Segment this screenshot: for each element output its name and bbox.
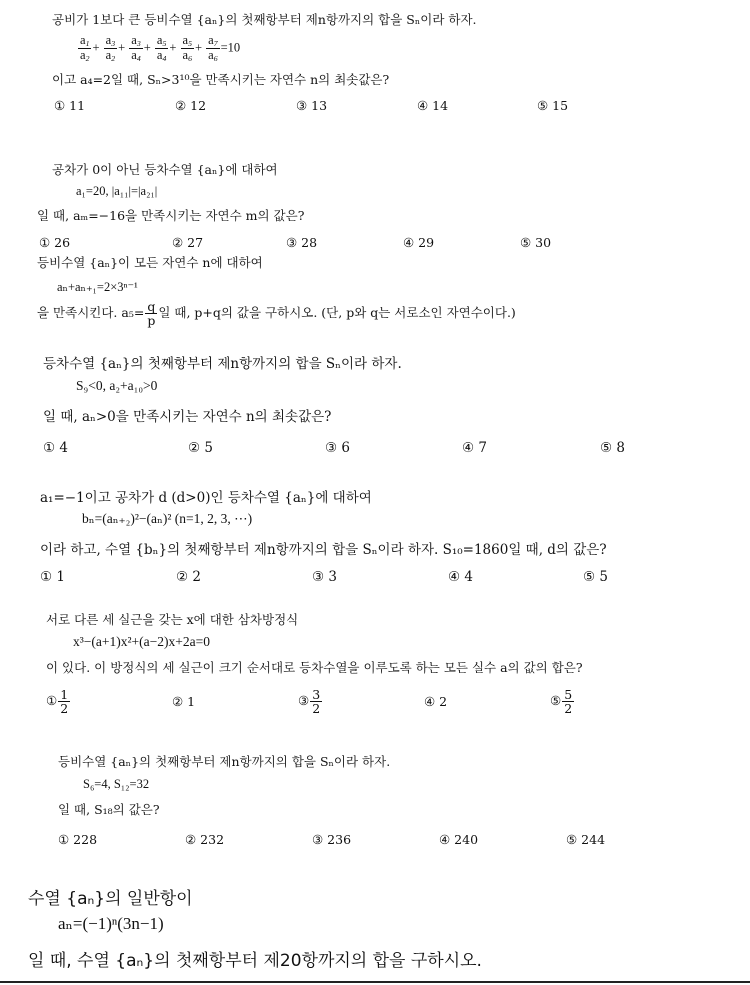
q3-stem: 등비수열 {aₙ}이 모든 자연수 n에 대하여 (37, 255, 263, 270)
q5-choice-3[interactable]: ③ 3 (312, 569, 337, 585)
q3-frac-num: q (147, 299, 156, 314)
q7-choice-2[interactable]: ② 232 (185, 832, 225, 847)
q6-choice-5-num: 5 (564, 687, 573, 702)
q3-frac-den: p (147, 313, 156, 329)
q7-choice-5[interactable]: ⑤ 244 (566, 832, 606, 847)
q1-choice-5[interactable]: ⑤ 15 (537, 98, 569, 113)
q3-condition-pre: 을 만족시킨다. a₅= (37, 305, 145, 321)
q1-choice-4[interactable]: ④ 14 (417, 98, 449, 113)
q2-choice-5[interactable]: ⑤ 30 (520, 235, 552, 250)
q5-choice-1[interactable]: ① 1 (40, 569, 65, 585)
q4-choice-2[interactable]: ② 5 (188, 440, 213, 456)
q1-choice-3[interactable]: ③ 13 (296, 98, 328, 113)
q6-condition: 이 있다. 이 방정식의 세 실근이 크기 순서대로 등차수열을 이루도록 하는 모든 실수 a의 값의 합은? (46, 660, 583, 675)
q1-equation: $\frac{a_1}{a_2}$ + $\frac{a_3}{a_2}$ + $\frac{a_3}{a_4}$ + $\frac{a_5}{a_4}$ + $\frac{a_5}{a_6}$ + $\frac{a_7}{a_6}$ =10 (80, 33, 241, 64)
q6-choice-3-den: 2 (312, 701, 321, 717)
q6-choice-1[interactable] (46, 688, 71, 715)
q6-choice-4[interactable]: ④ 2 (424, 694, 448, 709)
q6-given: x³−(a+1)x²+(a−2)x+2a=0 (73, 634, 210, 649)
q7-choice-3[interactable]: ③ 236 (312, 832, 352, 847)
q2-choice-4[interactable]: ④ 29 (403, 235, 435, 250)
q7-stem: 등비수열 {aₙ}의 첫째항부터 제n항까지의 합을 Sₙ이라 하자. (58, 754, 391, 769)
q5-choice-4[interactable]: ④ 4 (448, 569, 473, 585)
bottom-rule (0, 981, 750, 983)
q6-choice-5-label: ⑤ (550, 693, 562, 709)
q1-condition: 이고 a₄=2일 때, Sₙ>3¹⁰을 만족시키는 자연수 n의 최솟값은? (52, 72, 390, 87)
q1-choice-2[interactable]: ② 12 (175, 98, 207, 113)
q1-equation-rhs: =10 (220, 40, 241, 55)
q6-choice-3-label: ③ (298, 693, 310, 709)
q8-stem: 수열 {aₙ}의 일반항이 (28, 889, 193, 909)
q5-choice-2[interactable]: ② 2 (176, 569, 201, 585)
q4-choice-5[interactable]: ⑤ 8 (600, 440, 625, 456)
q2-stem: 공차가 0이 아닌 등차수열 {aₙ}에 대하여 (52, 162, 278, 177)
q4-stem: 등차수열 {aₙ}의 첫째항부터 제n항까지의 합을 Sₙ이라 하자. (43, 356, 402, 372)
q4-choice-4[interactable]: ④ 7 (462, 440, 487, 456)
q4-condition: 일 때, aₙ>0을 만족시키는 자연수 n의 최솟값은? (43, 409, 332, 425)
q2-condition: 일 때, aₘ=−16을 만족시키는 자연수 m의 값은? (37, 208, 305, 223)
q1-stem: 공비가 1보다 큰 등비수열 {aₙ}의 첫째항부터 제n항까지의 합을 Sₙ이라 하자. (52, 12, 477, 27)
q3-condition-post: 일 때, p+q의 값을 구하시오. (단, p와 q는 서로소인 자연수이다.) (158, 305, 516, 321)
q8-given: aₙ=(−1)ⁿ(3n−1) (58, 914, 164, 933)
q4-choice-3[interactable]: ③ 6 (325, 440, 350, 456)
q7-given: S₆=4, S₁₂=32 (83, 777, 150, 791)
q4-given: S₉<0, a₂+a₁₀>0 (76, 378, 158, 393)
q7-choice-1[interactable]: ① 228 (58, 832, 98, 847)
q6-choice-1-label: ① (46, 693, 58, 709)
q6-choice-1-den: 2 (60, 701, 69, 717)
q7-choice-4[interactable]: ④ 240 (439, 832, 479, 847)
q3-condition (37, 300, 516, 327)
q6-choice-3-num: 3 (312, 687, 321, 702)
q7-condition: 일 때, S₁₈의 값은? (58, 802, 160, 817)
q5-choice-5[interactable]: ⑤ 5 (583, 569, 608, 585)
q3-given: aₙ+aₙ₊₁=2×3ⁿ⁻¹ (57, 280, 138, 294)
q2-choice-3[interactable]: ③ 28 (286, 235, 318, 250)
q5-given: bₙ=(aₙ₊₂)²−(aₙ)² (n=1, 2, 3, ⋯) (82, 511, 253, 526)
q2-choice-1[interactable]: ① 26 (39, 235, 71, 250)
q5-stem: a₁=−1이고 공차가 d (d>0)인 등차수열 {aₙ}에 대하여 (40, 490, 372, 506)
q6-choice-5-den: 2 (564, 701, 573, 717)
q8-condition: 일 때, 수열 {aₙ}의 첫째항부터 제20항까지의 합을 구하시오. (28, 951, 482, 971)
q4-choice-1[interactable]: ① 4 (43, 440, 68, 456)
q6-choice-2[interactable]: ② 1 (172, 694, 196, 709)
q6-choice-5[interactable] (550, 688, 575, 715)
q6-choice-3[interactable] (298, 688, 323, 715)
q1-choice-1[interactable]: ① 11 (54, 98, 86, 113)
q6-stem: 서로 다른 세 실근을 갖는 x에 대한 삼차방정식 (46, 612, 299, 627)
q6-choice-1-num: 1 (60, 687, 69, 702)
q2-choice-2[interactable]: ② 27 (172, 235, 204, 250)
q5-condition: 이라 하고, 수열 {bₙ}의 첫째항부터 제n항까지의 합을 Sₙ이라 하자. S₁₀=1860일 때, d의 값은? (40, 542, 607, 558)
q2-given: a₁=20, |a₁₁|=|a₂₁| (76, 184, 158, 198)
